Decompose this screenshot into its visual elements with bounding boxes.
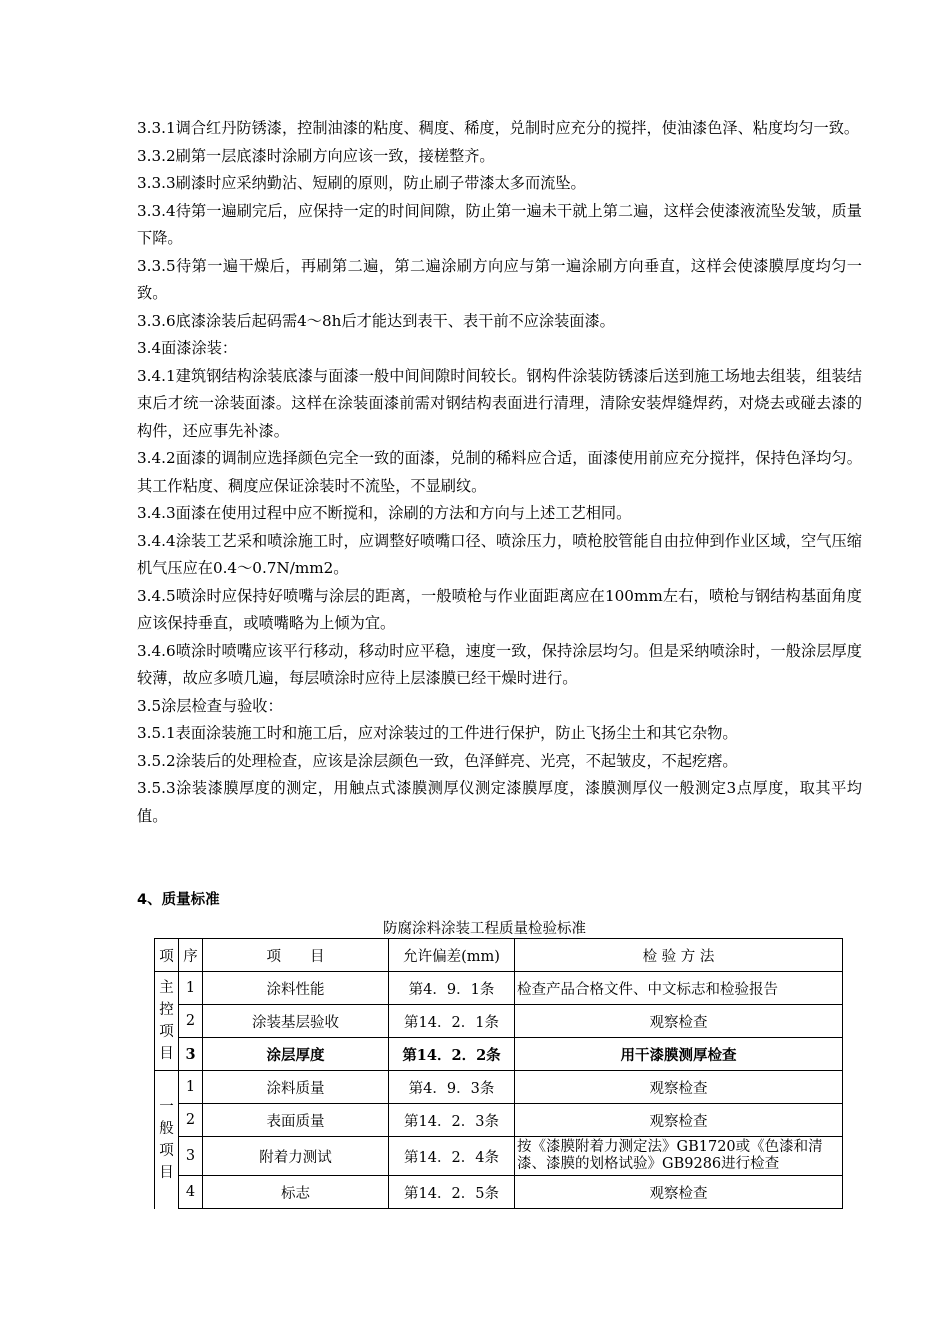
row-tolerance: 第14．2．4条 bbox=[389, 1137, 515, 1176]
row-method: 用干漆膜测厚检查 bbox=[515, 1038, 843, 1071]
row-tolerance: 第4．9．1条 bbox=[389, 972, 515, 1005]
paragraph: 3.4面漆涂装： bbox=[137, 339, 238, 357]
paragraph: 3.4.1建筑钢结构涂装底漆与面漆一般中间间隙时间较长。钢构件涂装防锈漆后送到施工场地去组装，组装结束后才统一涂装面漆。这样在涂装面漆前需对钢结构表面进行清理，清除安装焊缝焊药，对烧去或碰去漆的构件，还应事先补漆。 bbox=[137, 366, 862, 440]
header-item: 项 目 bbox=[203, 939, 389, 972]
table-row bbox=[155, 972, 843, 1005]
row-tolerance: 第14．2．1条 bbox=[389, 1005, 515, 1038]
header-category: 项 bbox=[155, 939, 179, 972]
table-row bbox=[155, 1071, 843, 1104]
row-item: 表面质量 bbox=[203, 1104, 389, 1137]
row-tolerance: 第14．2．5条 bbox=[389, 1176, 515, 1209]
row-number: 2 bbox=[179, 1005, 203, 1038]
group-label-main-control: 主 控 项 目 bbox=[155, 972, 179, 1071]
row-tolerance: 第4．9．3条 bbox=[389, 1071, 515, 1104]
row-item: 涂料质量 bbox=[203, 1071, 389, 1104]
paragraph: 3.3.4待第一遍刷完后，应保持一定的时间间隙，防止第一遍未干就上第二遍，这样会使漆液流坠发皱，质量下降。 bbox=[137, 201, 862, 247]
paragraph: 3.5.3涂装漆膜厚度的测定，用触点式漆膜测厚仪测定漆膜厚度，漆膜测厚仪一般测定3点厚度，取其平均值。 bbox=[137, 779, 862, 825]
paragraph: 3.4.5喷涂时应保持好喷嘴与涂层的距离，一般喷枪与作业面距离应在100mm左右，喷枪与钢结构基面角度应该保持垂直，或喷嘴略为上倾为宜。 bbox=[137, 586, 862, 632]
row-number: 3 bbox=[179, 1137, 203, 1176]
row-method: 观察检查 bbox=[515, 1005, 843, 1038]
header-tolerance: 允许偏差(mm) bbox=[389, 939, 515, 972]
section-heading: 4、质量标准 bbox=[137, 892, 220, 908]
row-method: 观察检查 bbox=[515, 1176, 843, 1209]
row-number: 1 bbox=[179, 972, 203, 1005]
row-item: 涂装基层验收 bbox=[203, 1005, 389, 1038]
header-number: 序 bbox=[179, 939, 203, 972]
paragraph: 3.3.1调合红丹防锈漆，控制油漆的粘度、稠度、稀度，兑制时应充分的搅拌，使油漆色泽、粘度均匀一致。 bbox=[137, 119, 860, 137]
row-method: 观察检查 bbox=[515, 1104, 843, 1137]
paragraph: 3.5.1表面涂装施工时和施工后，应对涂装过的工件进行保护，防止飞扬尘土和其它杂物。 bbox=[137, 724, 738, 742]
body-text bbox=[137, 115, 862, 830]
row-item: 涂料性能 bbox=[203, 972, 389, 1005]
row-number: 1 bbox=[179, 1071, 203, 1104]
paragraph: 3.4.2面漆的调制应选择颜色完全一致的面漆，兑制的稀料应合适，面漆使用前应充分搅拌，保持色泽均匀。其工作粘度、稠度应保证涂装时不流坠，不显刷纹。 bbox=[137, 449, 862, 495]
paragraph: 3.3.2刷第一层底漆时涂刷方向应该一致，接槎整齐。 bbox=[137, 146, 495, 165]
table-row bbox=[155, 1005, 843, 1038]
group-label-general: 一 般 项 目 bbox=[155, 1071, 179, 1209]
paragraph: 3.4.4涂装工艺采和喷涂施工时，应调整好喷嘴口径、喷涂压力，喷枪胶管能自由拉伸到作业区域，空气压缩机气压应在0.4～0.7N/mm2。 bbox=[137, 531, 862, 577]
paragraph: 3.3.3刷漆时应采纳勤沾、短刷的原则，防止刷子带漆太多而流坠。 bbox=[137, 174, 586, 192]
row-method: 观察检查 bbox=[515, 1071, 843, 1104]
row-number: 3 bbox=[179, 1038, 203, 1071]
table-row bbox=[155, 1176, 843, 1209]
table-row bbox=[155, 1137, 843, 1176]
paragraph: 3.4.3面漆在使用过程中应不断搅和，涂刷的方法和方向与上述工艺相同。 bbox=[137, 504, 632, 522]
row-tolerance: 第14．2．3条 bbox=[389, 1104, 515, 1137]
table-row bbox=[155, 1104, 843, 1137]
table-row bbox=[155, 1038, 843, 1071]
quality-standard-table bbox=[154, 938, 843, 1209]
row-number: 4 bbox=[179, 1176, 203, 1209]
row-tolerance: 第14．2．2条 bbox=[389, 1038, 515, 1071]
paragraph: 3.3.6底漆涂装后起码需4～8h后才能达到表干、表干前不应涂装面漆。 bbox=[137, 311, 615, 330]
row-item: 涂层厚度 bbox=[203, 1038, 389, 1071]
row-item: 标志 bbox=[203, 1176, 389, 1209]
row-number: 2 bbox=[179, 1104, 203, 1137]
table-header-row bbox=[155, 939, 843, 972]
paragraph: 3.5涂层检查与验收： bbox=[137, 696, 283, 715]
paragraph: 3.3.5待第一遍干燥后，再刷第二遍，第二遍涂刷方向应与第一遍涂刷方向垂直，这样会使漆膜厚度均匀一致。 bbox=[137, 256, 862, 302]
paragraph: 3.4.6喷涂时喷嘴应该平行移动，移动时应平稳，速度一致，保持涂层均匀。但是采纳喷涂时，一般涂层厚度较薄，故应多喷几遍，每层喷涂时应待上层漆膜已经干燥时进行。 bbox=[137, 641, 862, 687]
header-method: 检 验 方 法 bbox=[515, 939, 843, 972]
row-method: 按《漆膜附着力测定法》GB1720或《色漆和清漆、漆膜的划格试验》GB9286进行检查 bbox=[515, 1137, 843, 1176]
table-title: 防腐涂料涂装工程质量检验标准 bbox=[383, 921, 586, 937]
paragraph: 3.5.2涂装后的处理检查，应该是涂层颜色一致，色泽鲜亮、光亮，不起皱皮，不起疙瘩。 bbox=[137, 751, 738, 770]
row-item: 附着力测试 bbox=[203, 1137, 389, 1176]
row-method: 检查产品合格文件、中文标志和检验报告 bbox=[515, 972, 843, 1005]
